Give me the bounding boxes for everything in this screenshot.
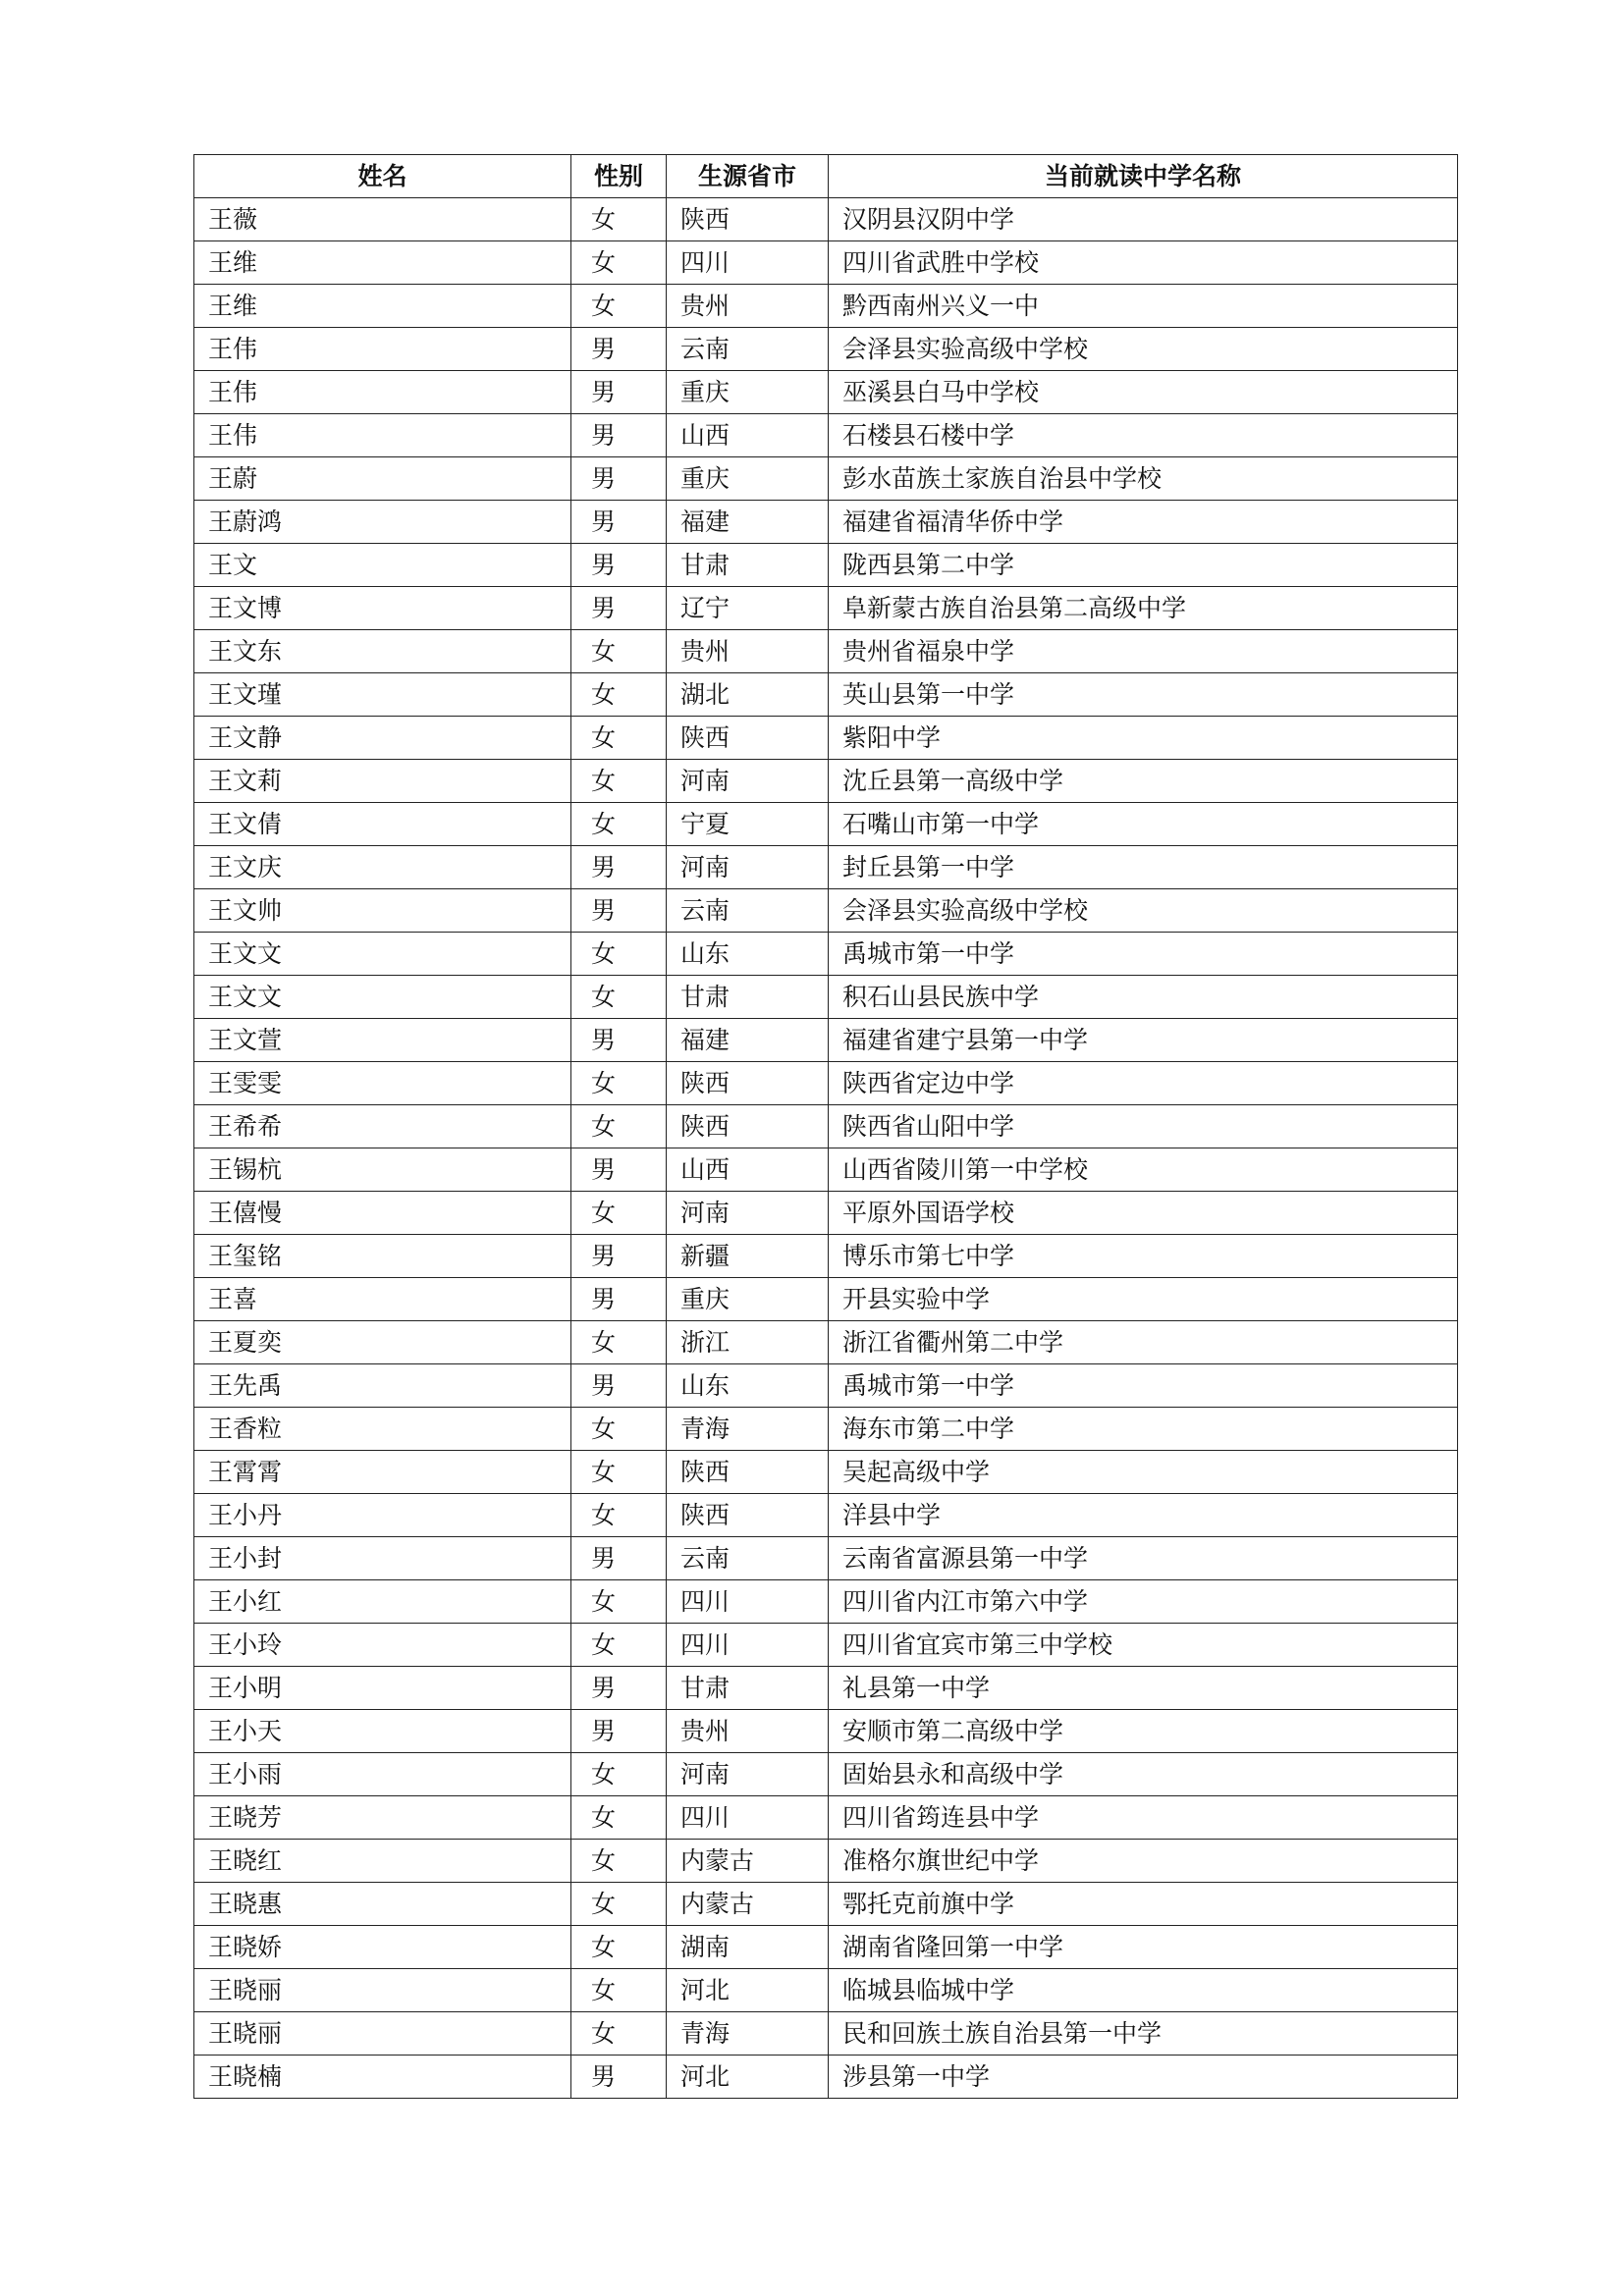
table-row [194,1364,1458,1408]
table-row [194,1494,1458,1537]
student-roster-table [193,154,1458,2099]
school-cell: 陕西省山阳中学 [829,1105,1458,1148]
gender-cell: 女 [571,673,667,717]
table-row [194,1451,1458,1494]
name-cell: 王雯雯 [194,1062,571,1105]
province-cell: 重庆 [667,1278,829,1321]
name-cell: 王玺铭 [194,1235,571,1278]
school-cell: 石楼县石楼中学 [829,414,1458,457]
table-row [194,1105,1458,1148]
table-row [194,1969,1458,2012]
gender-cell: 女 [571,1883,667,1926]
name-cell: 王文庆 [194,846,571,889]
school-cell: 汉阴县汉阴中学 [829,198,1458,241]
name-cell: 王小丹 [194,1494,571,1537]
header-province: 生源省市 [667,155,829,198]
gender-cell: 女 [571,1408,667,1451]
table-row [194,846,1458,889]
name-cell: 王小天 [194,1710,571,1753]
school-cell: 封丘县第一中学 [829,846,1458,889]
gender-cell: 女 [571,717,667,760]
school-cell: 涉县第一中学 [829,2056,1458,2099]
table-row [194,1148,1458,1192]
name-cell: 王先禹 [194,1364,571,1408]
name-cell: 王蔚鸿 [194,501,571,544]
name-cell: 王小封 [194,1537,571,1580]
gender-cell: 男 [571,544,667,587]
gender-cell: 女 [571,1192,667,1235]
school-cell: 四川省筠连县中学 [829,1796,1458,1840]
province-cell: 贵州 [667,285,829,328]
school-cell: 黔西南州兴义一中 [829,285,1458,328]
province-cell: 陕西 [667,717,829,760]
province-cell: 陕西 [667,1105,829,1148]
gender-cell: 男 [571,328,667,371]
gender-cell: 女 [571,630,667,673]
gender-cell: 男 [571,414,667,457]
table-row [194,976,1458,1019]
school-cell: 洋县中学 [829,1494,1458,1537]
header-gender: 性别 [571,155,667,198]
name-cell: 王维 [194,285,571,328]
school-cell: 吴起高级中学 [829,1451,1458,1494]
gender-cell: 男 [571,889,667,933]
province-cell: 湖南 [667,1926,829,1969]
province-cell: 四川 [667,241,829,285]
province-cell: 河南 [667,760,829,803]
gender-cell: 男 [571,501,667,544]
table-row [194,371,1458,414]
gender-cell: 女 [571,933,667,976]
name-cell: 王小明 [194,1667,571,1710]
province-cell: 四川 [667,1796,829,1840]
school-cell: 阜新蒙古族自治县第二高级中学 [829,587,1458,630]
gender-cell: 女 [571,760,667,803]
school-cell: 开县实验中学 [829,1278,1458,1321]
gender-cell: 女 [571,1580,667,1624]
table-row [194,457,1458,501]
table-row [194,198,1458,241]
table-row [194,1408,1458,1451]
school-cell: 民和回族土族自治县第一中学 [829,2012,1458,2056]
gender-cell: 女 [571,241,667,285]
gender-cell: 男 [571,457,667,501]
table-row [194,544,1458,587]
province-cell: 山东 [667,933,829,976]
gender-cell: 男 [571,1364,667,1408]
province-cell: 河南 [667,1753,829,1796]
name-cell: 王小雨 [194,1753,571,1796]
name-cell: 王晓惠 [194,1883,571,1926]
gender-cell: 女 [571,285,667,328]
gender-cell: 女 [571,1796,667,1840]
table-row [194,328,1458,371]
name-cell: 王文瑾 [194,673,571,717]
school-cell: 海东市第二中学 [829,1408,1458,1451]
province-cell: 浙江 [667,1321,829,1364]
gender-cell: 女 [571,1753,667,1796]
school-cell: 山西省陵川第一中学校 [829,1148,1458,1192]
school-cell: 紫阳中学 [829,717,1458,760]
name-cell: 王霄霄 [194,1451,571,1494]
province-cell: 四川 [667,1624,829,1667]
province-cell: 山西 [667,414,829,457]
school-cell: 沈丘县第一高级中学 [829,760,1458,803]
province-cell: 陕西 [667,198,829,241]
province-cell: 陕西 [667,1494,829,1537]
table-row [194,1278,1458,1321]
province-cell: 河南 [667,846,829,889]
school-cell: 固始县永和高级中学 [829,1753,1458,1796]
gender-cell: 女 [571,1321,667,1364]
name-cell: 王文博 [194,587,571,630]
name-cell: 王香粒 [194,1408,571,1451]
name-cell: 王小红 [194,1580,571,1624]
school-cell: 石嘴山市第一中学 [829,803,1458,846]
table-row [194,889,1458,933]
name-cell: 王文文 [194,976,571,1019]
name-cell: 王喜 [194,1278,571,1321]
province-cell: 云南 [667,328,829,371]
gender-cell: 男 [571,1019,667,1062]
province-cell: 重庆 [667,371,829,414]
gender-cell: 女 [571,976,667,1019]
name-cell: 王文帅 [194,889,571,933]
school-cell: 彭水苗族土家族自治县中学校 [829,457,1458,501]
name-cell: 王文莉 [194,760,571,803]
province-cell: 青海 [667,1408,829,1451]
school-cell: 礼县第一中学 [829,1667,1458,1710]
table-row [194,1753,1458,1796]
province-cell: 山西 [667,1148,829,1192]
name-cell: 王晓丽 [194,2012,571,2056]
province-cell: 宁夏 [667,803,829,846]
school-cell: 云南省富源县第一中学 [829,1537,1458,1580]
table-row [194,717,1458,760]
table-row [194,1321,1458,1364]
province-cell: 辽宁 [667,587,829,630]
school-cell: 浙江省衢州第二中学 [829,1321,1458,1364]
school-cell: 鄂托克前旗中学 [829,1883,1458,1926]
gender-cell: 女 [571,803,667,846]
table-row [194,1926,1458,1969]
gender-cell: 女 [571,198,667,241]
province-cell: 青海 [667,2012,829,2056]
province-cell: 陕西 [667,1062,829,1105]
school-cell: 湖南省隆回第一中学 [829,1926,1458,1969]
gender-cell: 女 [571,2012,667,2056]
gender-cell: 女 [571,1451,667,1494]
school-cell: 禹城市第一中学 [829,933,1458,976]
table-row [194,630,1458,673]
name-cell: 王晓芳 [194,1796,571,1840]
school-cell: 巫溪县白马中学校 [829,371,1458,414]
table-row [194,673,1458,717]
header-school: 当前就读中学名称 [829,155,1458,198]
school-cell: 准格尔旗世纪中学 [829,1840,1458,1883]
table-row [194,1840,1458,1883]
gender-cell: 男 [571,1710,667,1753]
gender-cell: 男 [571,2056,667,2099]
school-cell: 四川省武胜中学校 [829,241,1458,285]
name-cell: 王薇 [194,198,571,241]
table-row [194,1667,1458,1710]
gender-cell: 男 [571,1537,667,1580]
province-cell: 福建 [667,1019,829,1062]
name-cell: 王锡杭 [194,1148,571,1192]
table-body [194,198,1458,2099]
school-cell: 福建省福清华侨中学 [829,501,1458,544]
province-cell: 重庆 [667,457,829,501]
table-row [194,1235,1458,1278]
gender-cell: 女 [571,1494,667,1537]
province-cell: 新疆 [667,1235,829,1278]
gender-cell: 男 [571,371,667,414]
gender-cell: 男 [571,587,667,630]
gender-cell: 女 [571,1062,667,1105]
school-cell: 安顺市第二高级中学 [829,1710,1458,1753]
province-cell: 甘肃 [667,976,829,1019]
province-cell: 云南 [667,889,829,933]
province-cell: 贵州 [667,1710,829,1753]
table-row [194,587,1458,630]
school-cell: 会泽县实验高级中学校 [829,889,1458,933]
name-cell: 王伟 [194,414,571,457]
name-cell: 王希希 [194,1105,571,1148]
table-row [194,1624,1458,1667]
school-cell: 四川省宜宾市第三中学校 [829,1624,1458,1667]
gender-cell: 女 [571,1969,667,2012]
school-cell: 平原外国语学校 [829,1192,1458,1235]
province-cell: 河南 [667,1192,829,1235]
name-cell: 王晓楠 [194,2056,571,2099]
province-cell: 湖北 [667,673,829,717]
gender-cell: 男 [571,1278,667,1321]
table-row [194,501,1458,544]
school-cell: 博乐市第七中学 [829,1235,1458,1278]
table-row [194,241,1458,285]
school-cell: 会泽县实验高级中学校 [829,328,1458,371]
table-row [194,803,1458,846]
province-cell: 福建 [667,501,829,544]
school-cell: 英山县第一中学 [829,673,1458,717]
table-row [194,1883,1458,1926]
province-cell: 内蒙古 [667,1883,829,1926]
school-cell: 四川省内江市第六中学 [829,1580,1458,1624]
name-cell: 王文萱 [194,1019,571,1062]
province-cell: 甘肃 [667,544,829,587]
table-row [194,1796,1458,1840]
province-cell: 山东 [667,1364,829,1408]
name-cell: 王夏奕 [194,1321,571,1364]
gender-cell: 男 [571,1148,667,1192]
school-cell: 陇西县第二中学 [829,544,1458,587]
gender-cell: 男 [571,1667,667,1710]
gender-cell: 女 [571,1105,667,1148]
province-cell: 河北 [667,1969,829,2012]
table-row [194,414,1458,457]
name-cell: 王文 [194,544,571,587]
table-row [194,285,1458,328]
name-cell: 王蔚 [194,457,571,501]
name-cell: 王晓丽 [194,1969,571,2012]
gender-cell: 女 [571,1840,667,1883]
school-cell: 福建省建宁县第一中学 [829,1019,1458,1062]
name-cell: 王维 [194,241,571,285]
name-cell: 王文静 [194,717,571,760]
gender-cell: 男 [571,1235,667,1278]
table-row [194,1192,1458,1235]
name-cell: 王伟 [194,328,571,371]
table-row [194,1537,1458,1580]
table-row [194,1580,1458,1624]
province-cell: 云南 [667,1537,829,1580]
name-cell: 王文东 [194,630,571,673]
table-row [194,760,1458,803]
province-cell: 内蒙古 [667,1840,829,1883]
table-row [194,2056,1458,2099]
gender-cell: 男 [571,846,667,889]
province-cell: 贵州 [667,630,829,673]
name-cell: 王伟 [194,371,571,414]
school-cell: 积石山县民族中学 [829,976,1458,1019]
province-cell: 四川 [667,1580,829,1624]
table-row [194,1710,1458,1753]
table-header-row [194,155,1458,198]
province-cell: 甘肃 [667,1667,829,1710]
school-cell: 陕西省定边中学 [829,1062,1458,1105]
province-cell: 河北 [667,2056,829,2099]
table-row [194,1019,1458,1062]
name-cell: 王僖慢 [194,1192,571,1235]
name-cell: 王小玲 [194,1624,571,1667]
school-cell: 贵州省福泉中学 [829,630,1458,673]
name-cell: 王文文 [194,933,571,976]
gender-cell: 女 [571,1926,667,1969]
name-cell: 王晓娇 [194,1926,571,1969]
table-row [194,933,1458,976]
name-cell: 王文倩 [194,803,571,846]
name-cell: 王晓红 [194,1840,571,1883]
table-row [194,1062,1458,1105]
school-cell: 禹城市第一中学 [829,1364,1458,1408]
table-row [194,2012,1458,2056]
gender-cell: 女 [571,1624,667,1667]
header-name: 姓名 [194,155,571,198]
province-cell: 陕西 [667,1451,829,1494]
school-cell: 临城县临城中学 [829,1969,1458,2012]
